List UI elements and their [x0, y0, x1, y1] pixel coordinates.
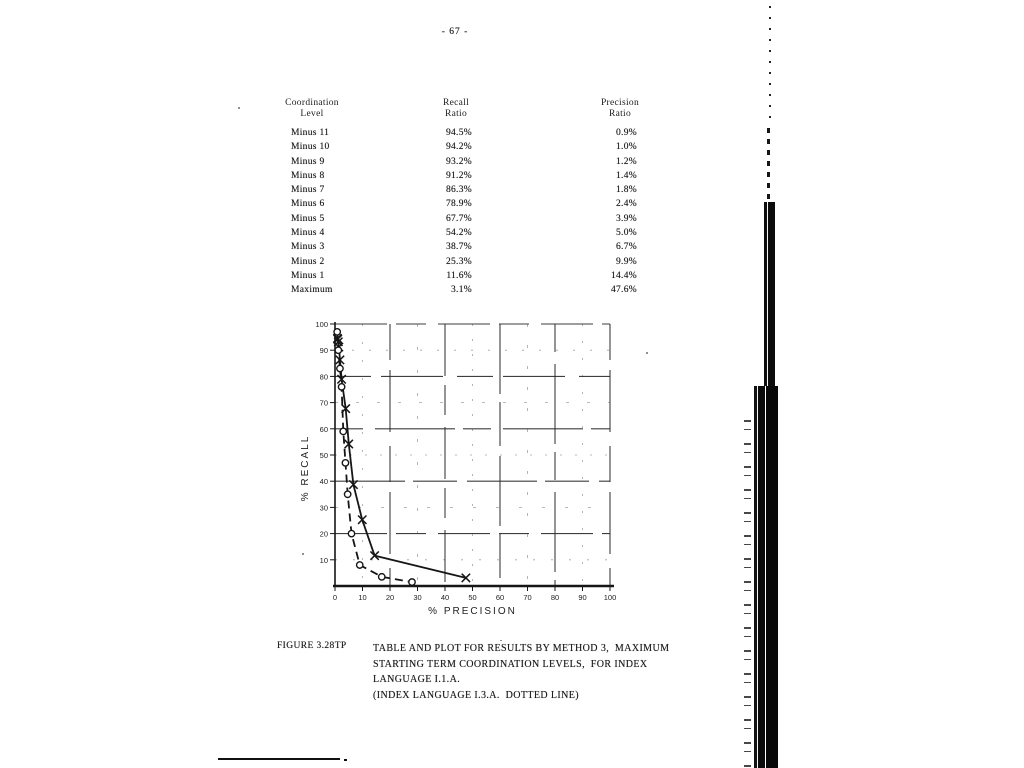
svg-text:40: 40: [319, 477, 328, 487]
table-cell-level: Minus 7: [291, 185, 325, 196]
svg-text:50: 50: [468, 593, 477, 602]
binding-scan-artifact: [769, 6, 771, 126]
scan-speck: [646, 352, 648, 354]
svg-text:30: 30: [413, 593, 422, 602]
svg-text:10: 10: [358, 593, 367, 602]
svg-text:50: 50: [319, 451, 328, 460]
table-column-recall: [408, 126, 472, 298]
table-cell-precision: 1.0%: [616, 142, 637, 153]
bottom-rule-line: [218, 758, 340, 760]
binding-scan-artifact: [744, 420, 751, 768]
table-cell-level: Minus 2: [291, 256, 325, 267]
header-line: Recall: [442, 98, 470, 108]
scan-speck: [500, 640, 502, 641]
table-cell-precision: 5.0%: [616, 228, 637, 239]
table-cell-level: Minus 9: [291, 156, 325, 167]
recall-precision-chart: [280, 318, 640, 618]
table-header-coordination-level: [278, 98, 346, 120]
caption-line: (INDEX LANGUAGE I.3.A. DOTTED LINE): [373, 690, 580, 702]
table-cell-level: Minus 3: [291, 242, 325, 253]
svg-text:80: 80: [550, 593, 560, 602]
table-cell-precision: 1.2%: [616, 156, 637, 167]
binding-scan-artifact: [764, 202, 775, 388]
table-cell-level: Maximum: [291, 285, 333, 296]
scan-speck: [238, 107, 240, 109]
header-line: Ratio: [608, 109, 632, 119]
header-line: Coordination: [285, 98, 339, 108]
table-cell-recall: 25.3%: [445, 256, 472, 267]
svg-text:60: 60: [319, 424, 328, 434]
table-cell-precision: 3.9%: [616, 213, 637, 224]
table-cell-level: Minus 6: [291, 199, 325, 210]
figure-caption-label: FIGURE 3.28TP: [277, 641, 347, 651]
table-cell-recall: 3.1%: [451, 285, 472, 296]
page-number: - 67 -: [441, 27, 469, 37]
table-cell-recall: 94.5%: [445, 128, 472, 138]
svg-text:% PRECISION: % PRECISION: [428, 606, 517, 617]
table-cell-recall: 78.9%: [445, 199, 472, 210]
svg-text:% RECALL: % RECALL: [300, 434, 311, 502]
bottom-rule-dot: [344, 759, 347, 761]
table-column-level: [291, 126, 361, 298]
table-cell-recall: 67.7%: [445, 213, 472, 224]
svg-text:40: 40: [440, 593, 450, 602]
svg-text:60: 60: [495, 593, 505, 602]
header-line: Precision: [600, 98, 640, 108]
table-header-recall-ratio: [424, 98, 488, 120]
table-cell-precision: 6.7%: [616, 242, 637, 253]
table-cell-recall: 11.6%: [446, 270, 472, 281]
header-line: Ratio: [444, 109, 468, 119]
table-cell-recall: 38.7%: [445, 242, 472, 253]
svg-text:80: 80: [319, 372, 328, 382]
scan-speck: [302, 553, 304, 555]
caption-line: TABLE AND PLOT FOR RESULTS BY METHOD 3, MAXIMUM: [373, 643, 670, 654]
table-cell-level: Minus 4: [291, 228, 325, 239]
table-cell-precision: 2.4%: [616, 199, 637, 210]
table-cell-level: Minus 11: [291, 128, 330, 138]
svg-text:70: 70: [319, 398, 328, 408]
figure-caption-text: [373, 641, 673, 704]
svg-text:70: 70: [523, 593, 532, 602]
svg-text:0: 0: [332, 593, 338, 602]
table-cell-level: Minus 10: [291, 142, 330, 153]
svg-text:90: 90: [578, 593, 587, 602]
table-cell-level: Minus 5: [291, 213, 325, 224]
binding-scan-artifact: [767, 128, 770, 202]
table-cell-precision: 0.9%: [616, 128, 637, 138]
svg-text:90: 90: [319, 346, 328, 356]
svg-text:20: 20: [385, 593, 395, 602]
table-header-precision-ratio: [587, 98, 653, 120]
svg-text:100: 100: [603, 593, 617, 602]
table-cell-level: Minus 8: [291, 170, 325, 181]
svg-text:100: 100: [315, 320, 328, 329]
table-cell-recall: 93.2%: [445, 156, 472, 167]
table-cell-precision: 1.8%: [616, 185, 637, 196]
svg-text:10: 10: [319, 555, 328, 565]
table-cell-precision: 9.9%: [616, 256, 637, 267]
table-cell-recall: 86.3%: [445, 185, 472, 196]
header-line: Level: [300, 109, 324, 119]
table-cell-recall: 91.2%: [445, 170, 472, 181]
table-cell-level: Minus 1: [291, 270, 325, 281]
binding-scan-artifact: [752, 386, 778, 768]
caption-line: STARTING TERM COORDINATION LEVELS, FOR INDEX: [373, 658, 648, 670]
table-cell-precision: 47.6%: [610, 285, 637, 296]
svg-text:30: 30: [319, 503, 328, 513]
table-cell-recall: 94.2%: [445, 142, 472, 153]
caption-line: LANGUAGE I.1.A.: [373, 674, 461, 686]
table-column-precision: [573, 126, 637, 298]
table-cell-precision: 14.4%: [610, 270, 637, 281]
table-cell-recall: 54.2%: [445, 228, 472, 239]
table-cell-precision: 1.4%: [616, 170, 637, 181]
svg-text:20: 20: [319, 529, 328, 539]
